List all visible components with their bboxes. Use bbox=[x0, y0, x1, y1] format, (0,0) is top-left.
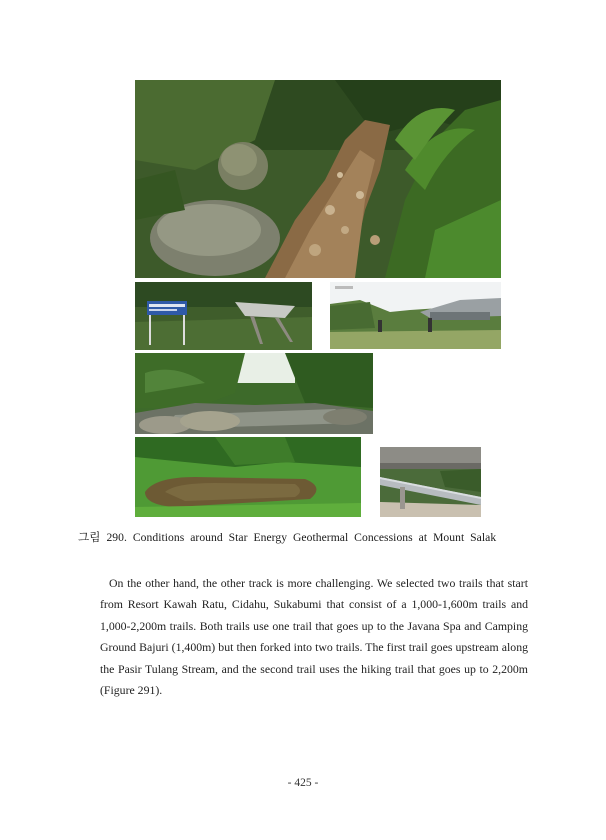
photo-rocky-stream bbox=[135, 80, 501, 278]
figure-caption: 그림 290. Conditions around Star Energy Geothermal Concessions at Mount Salak bbox=[78, 531, 497, 544]
body-paragraph: On the other hand, the other track is more challenging. We selected two trails that start from Resort Kawah Ratu, Cidahu, Sukabumi that consist of a 1,000-1,600m trails and 1,000-2,200m trails. Both trails use one trail that goes up to the Javana Spa and Camping Ground Bajuri (1,400m) but then forked into two trails. The first trail goes upstream along the Pasir Tulang Stream, and the second trail uses the hiking trail that goes up to 2,200m (Figure 291). bbox=[100, 576, 528, 698]
photo-river bbox=[135, 353, 373, 434]
page-number: - 425 - bbox=[287, 777, 319, 789]
photo-pipeline bbox=[380, 447, 481, 517]
photo-muddy-pond bbox=[135, 437, 361, 517]
photo-signboard bbox=[135, 282, 312, 350]
photo-field-building bbox=[330, 282, 501, 349]
